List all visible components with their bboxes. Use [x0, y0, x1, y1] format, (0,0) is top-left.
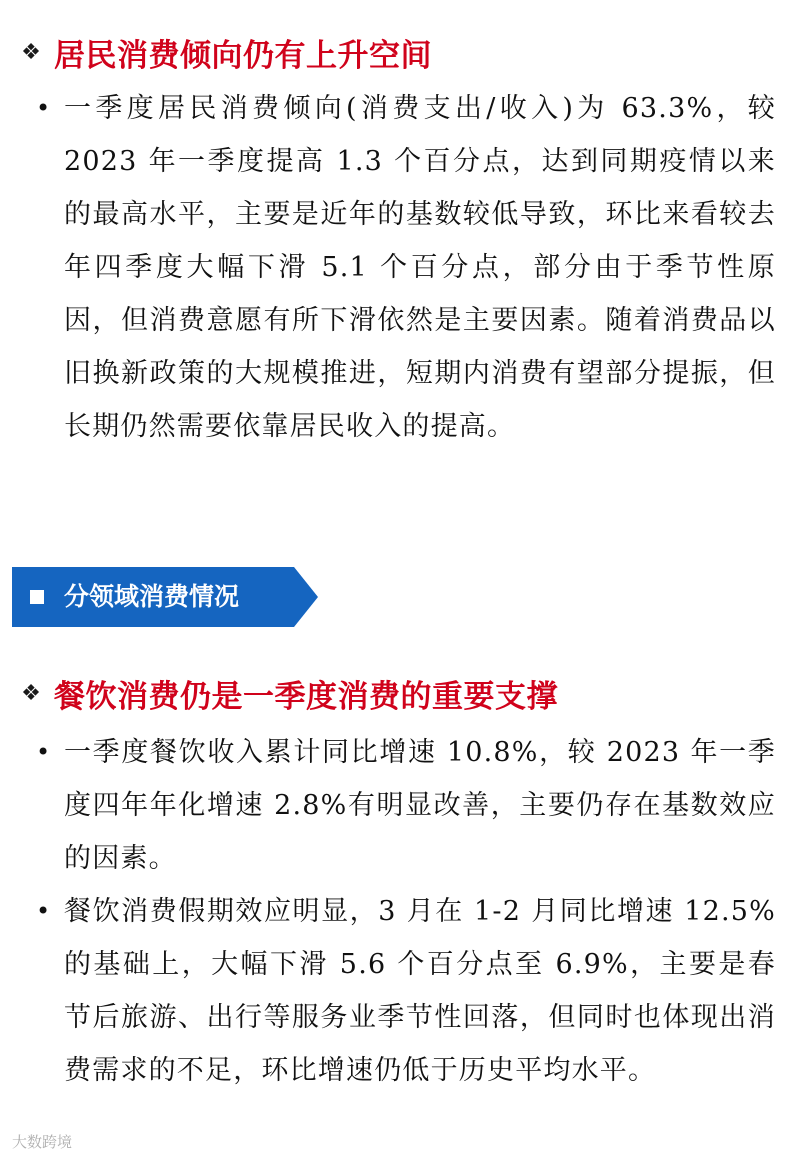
- heading-text: 餐饮消费仍是一季度消费的重要支撑: [54, 679, 558, 715]
- paragraph-text: 餐饮消费假期效应明显，3 月在 1-2 月同比增速 12.5%的基础上，大幅下滑 5.6 个百分点至 6.9%，主要是春节后旅游、出行等服务业季节性回落，但同时也体现出消费需求的不足，环比增速仍低于历史平均水平。: [64, 896, 776, 1086]
- list-item: [18, 885, 776, 1097]
- diamond-bullet-icon: ❖: [21, 39, 41, 65]
- section-heading-catering: [18, 671, 558, 716]
- white-square-icon: [30, 590, 44, 604]
- section-banner: [12, 567, 318, 627]
- list-item: [18, 82, 776, 453]
- bullet-list-section1: [18, 82, 776, 453]
- list-item: [18, 726, 776, 885]
- banner-title: 分领域消费情况: [64, 582, 240, 611]
- bullet-list-section2: [18, 726, 776, 1097]
- paragraph-text: 一季度居民消费倾向(消费支出/收入)为 63.3%，较 2023 年一季度提高 1.3 个百分点，达到同期疫情以来的最高水平，主要是近年的基数较低导致，环比来看较去年四季度大幅下滑 5.1 个百分点，部分由于季节性原因，但消费意愿有所下滑依然是主要因素。随着消费品以旧换新政策的大规模推进，短期内消费有望部分提振，但长期仍然需要依靠居民收入的提高。: [64, 93, 776, 442]
- heading-text: 居民消费倾向仍有上升空间: [54, 38, 432, 74]
- bullet-dot-icon: •: [36, 738, 51, 766]
- section-heading-consumption-propensity: [18, 30, 432, 75]
- watermark-text: 大数跨境: [12, 1133, 73, 1151]
- bullet-dot-icon: •: [36, 94, 51, 122]
- paragraph-text: 一季度餐饮收入累计同比增速 10.8%，较 2023 年一季度四年年化增速 2.8%有明显改善，主要仍存在基数效应的因素。: [64, 737, 776, 874]
- diamond-bullet-icon: ❖: [21, 680, 41, 706]
- bullet-dot-icon: •: [36, 897, 51, 925]
- watermark: [12, 1131, 72, 1152]
